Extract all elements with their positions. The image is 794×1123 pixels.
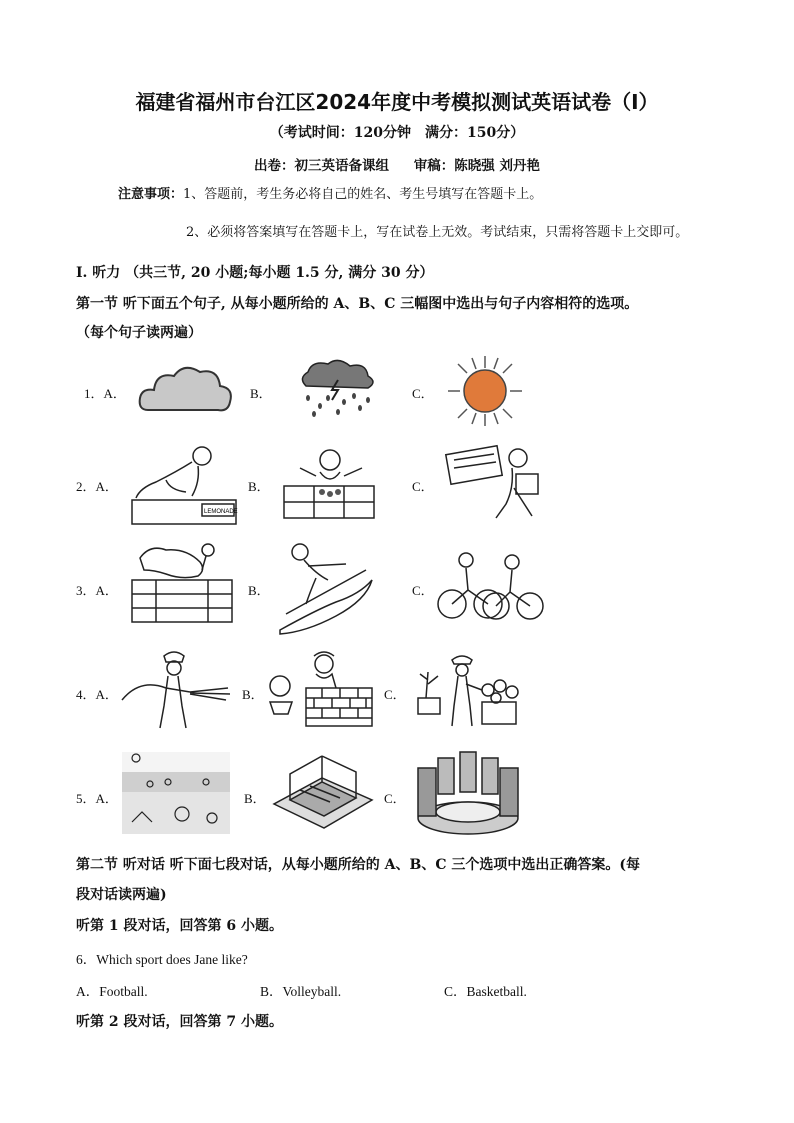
notice-item-1: 1、答题前，考生务必将自己的姓名、考生号填写在答题卡上。 [183,187,543,202]
item-2-b: B． [248,479,270,494]
item-3-c: C． [412,583,434,598]
item-5-label: 5．A． [76,791,118,806]
dialog-1-heading: 听第 1 段对话，回答第 6 小题。 [76,918,283,934]
item-4-label: 4．A． [76,687,118,702]
item-5-b: B． [244,791,266,806]
lemonade-girl-icon [126,442,240,526]
building-model-icon [270,752,376,836]
beach-icon [122,752,230,834]
vendor-icon [280,446,378,520]
part-1-instruction: 第一节 听下面五个句子, 从每小题所给的 A、B、C 三幅图中选出与句子内容相符的选项。 [76,296,639,312]
question-6-option-c: C．Basketball. [444,984,527,999]
question-6-option-b: B．Volleyball. [260,984,342,999]
section-1-heading: I. 听力 （共三节, 20 小题;每小题 1.5 分, 满分 30 分） [76,265,434,281]
part-2-note: 段对话读两遍) [76,887,167,903]
item-1-b: B． [250,386,272,401]
item-2-label: 2．A． [76,479,118,494]
question-6: 6．Which sport does Jane like? [76,952,248,967]
newspaper-boy-icon [442,444,548,522]
svg-text:LEMONADE: LEMONADE [204,509,238,515]
item-4-b: B． [242,687,264,702]
bricklayer-icon [266,648,374,728]
part-1-note: （每个句子读两遍） [76,325,202,341]
skier-icon [276,540,378,636]
item-2-c: C． [412,479,434,494]
notice-label: 注意事项： [118,187,184,202]
item-3-b: B． [248,583,270,598]
notice-1 [118,183,542,202]
authors-line [0,154,794,174]
item-1-label: 1．A． [84,386,126,401]
part-2-instruction: 第二节 听对话 听下面七段对话，从每小题所给的 A、B、C 三个选项中选出正确答案。(每 [76,857,640,873]
dialog-2-heading: 听第 2 段对话，回答第 7 小题。 [76,1014,283,1030]
firefighter-icon [120,648,232,730]
item-1-c: C． [412,386,434,401]
gardener-icon [416,650,520,728]
notice-2: 2、必须将答案填写在答题卡上，写在试卷上无效。考试结束，只需将答题卡上交即可。 [186,225,689,240]
cloud-icon [138,362,234,418]
setter: 出卷：初三英语备课组 [254,158,390,174]
item-4-c: C． [384,687,406,702]
reviewer: 审稿：陈晓强 刘丹艳 [413,158,540,174]
item-3-label: 3．A． [76,583,118,598]
item-5-c: C． [384,791,406,806]
horse-jump-icon [126,540,238,624]
question-6-option-a: A．Football. [76,984,148,999]
exam-info: （考试时间：120分钟 满分：150分） [269,125,525,141]
rain-thunder-icon [298,358,376,420]
sun-icon [446,354,524,428]
page-title: 福建省福州市台江区2024年度中考模拟测试英语试卷（I） [135,90,659,114]
cyclists-icon [434,550,544,622]
castle-icon [412,748,524,840]
